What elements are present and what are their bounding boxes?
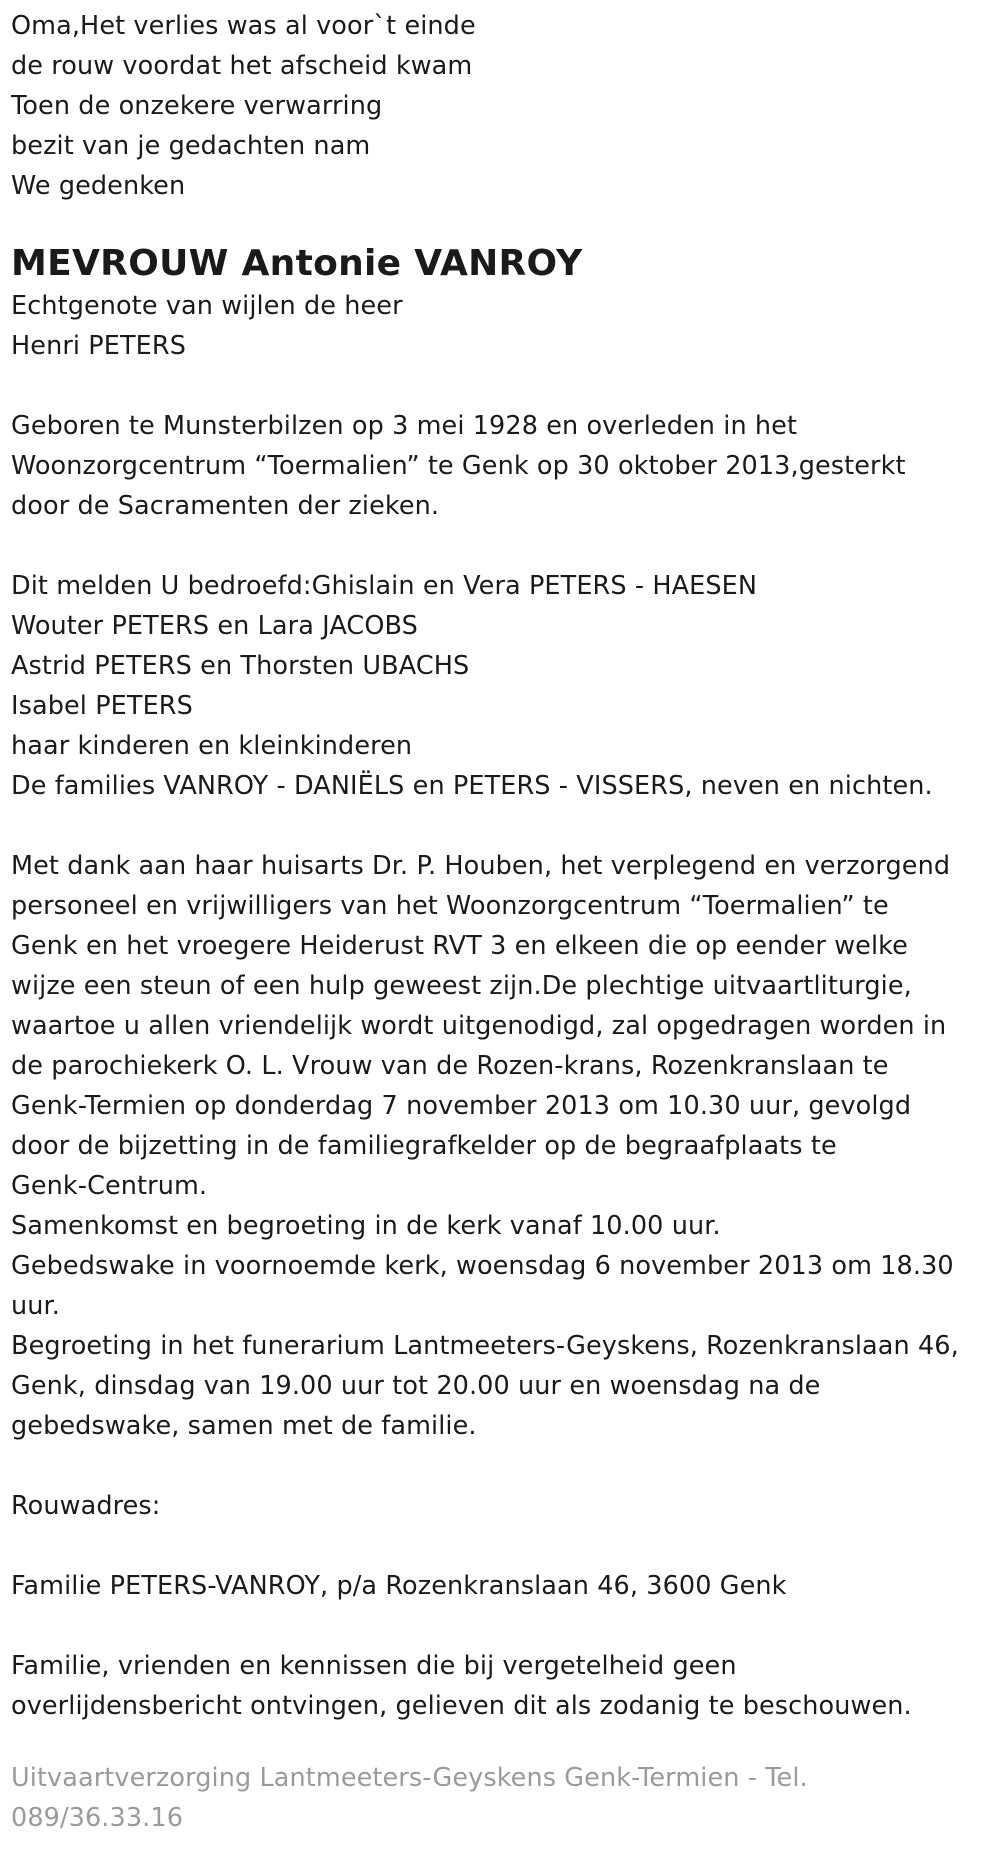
service-line: Samenkomst en begroeting in de kerk vanaf 10.00 uur. xyxy=(11,1211,721,1241)
notice-line: overlijdensbericht ontvingen, gelieven dit als zodanig te beschouwen. xyxy=(11,1691,912,1721)
service-line: uur. xyxy=(11,1291,60,1321)
service-line: Gebedswake in voornoemde kerk, woensdag 6 november 2013 om 18.30 xyxy=(11,1251,954,1281)
service-line: Genk-Centrum. xyxy=(11,1171,208,1201)
family-line: haar kinderen en kleinkinderen xyxy=(11,731,413,761)
poem xyxy=(11,6,1000,206)
funeral-home-footer xyxy=(11,1758,1000,1838)
notice-line: Familie, vrienden en kennissen die bij vergetelheid geen xyxy=(11,1651,737,1681)
spouse-line: Henri PETERS xyxy=(11,331,186,361)
address-label: Rouwadres: xyxy=(11,1491,161,1521)
birth-death-line: Geboren te Munsterbilzen op 3 mei 1928 en overleden in het xyxy=(11,411,798,441)
family-line: Wouter PETERS en Lara JACOBS xyxy=(11,611,418,641)
service-line: waartoe u allen vriendelijk wordt uitgenodigd, zal opgedragen worden in xyxy=(11,1011,947,1041)
birth-death-line: Woonzorgcentrum “Toermalien” te Genk op 30 oktober 2013,gesterkt xyxy=(11,451,906,481)
poem-line: Oma,Het verlies was al voor`t einde xyxy=(11,11,476,41)
service-line: de parochiekerk O. L. Vrouw van de Rozen-krans, Rozenkranslaan te xyxy=(11,1051,889,1081)
poem-line: de rouw voordat het afscheid kwam xyxy=(11,51,473,81)
service-line: wijze een steun of een hulp geweest zijn.De plechtige uitvaartliturgie, xyxy=(11,971,912,1001)
poem-line: bezit van je gedachten nam xyxy=(11,131,371,161)
family-line: Astrid PETERS en Thorsten UBACHS xyxy=(11,651,470,681)
poem-line: We gedenken xyxy=(11,171,186,201)
service-line: Met dank aan haar huisarts Dr. P. Houben, het verplegend en verzorgend xyxy=(11,851,951,881)
service-line: Begroeting in het funerarium Lantmeeters-Geyskens, Rozenkranslaan 46, xyxy=(11,1331,959,1361)
paragraph-gap xyxy=(11,1526,1000,1566)
service-line: personeel en vrijwilligers van het Woonzorgcentrum “Toermalien” te xyxy=(11,891,889,921)
family-line: Dit melden U bedroefd:Ghislain en Vera PETERS - HAESEN xyxy=(11,571,758,601)
spouse-section xyxy=(11,286,1000,1726)
family-line: Isabel PETERS xyxy=(11,691,193,721)
family-line: De families VANROY - DANIËLS en PETERS - VISSERS, neven en nichten. xyxy=(11,771,933,801)
address-line: Familie PETERS-VANROY, p/a Rozenkranslaan 46, 3600 Genk xyxy=(11,1571,787,1601)
footer-line: Uitvaartverzorging Lantmeeters-Geyskens Genk-Termien - Tel. xyxy=(11,1763,808,1793)
service-line: Genk-Termien op donderdag 7 november 2013 om 10.30 uur, gevolgd xyxy=(11,1091,912,1121)
service-line: Genk, dinsdag van 19.00 uur tot 20.00 uur en woensdag na de xyxy=(11,1371,821,1401)
paragraph-gap xyxy=(11,1606,1000,1646)
spouse-line: Echtgenote van wijlen de heer xyxy=(11,291,403,321)
service-line: door de bijzetting in de familiegrafkelder op de begraafplaats te xyxy=(11,1131,837,1161)
birth-death-line: door de Sacramenten der zieken. xyxy=(11,491,440,521)
paragraph-gap xyxy=(11,1446,1000,1486)
paragraph-gap xyxy=(11,366,1000,406)
service-line: Genk en het vroegere Heiderust RVT 3 en elkeen die op eender welke xyxy=(11,931,908,961)
paragraph-gap xyxy=(11,806,1000,846)
deceased-name-heading: MEVROUW Antonie VANROY xyxy=(11,243,583,284)
paragraph-gap xyxy=(11,526,1000,566)
service-line: gebedswake, samen met de familie. xyxy=(11,1411,477,1441)
footer-line: 089/36.33.16 xyxy=(11,1803,184,1833)
poem-line: Toen de onzekere verwarring xyxy=(11,91,383,121)
